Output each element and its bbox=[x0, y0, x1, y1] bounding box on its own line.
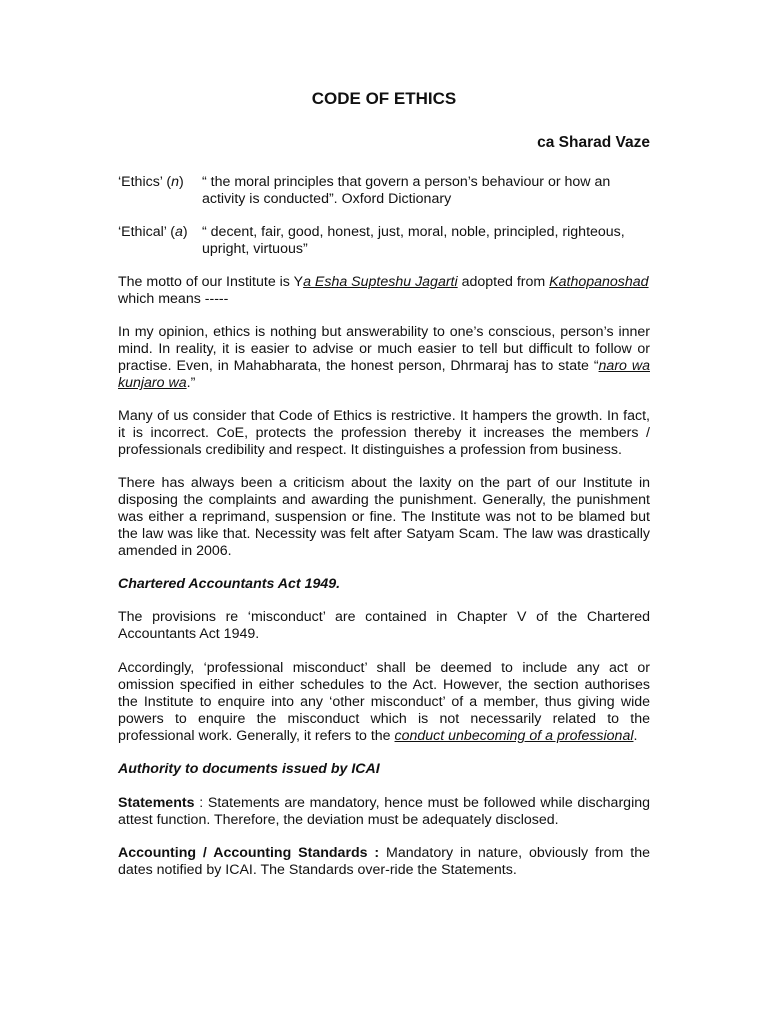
section-heading-act: Chartered Accountants Act 1949. bbox=[118, 576, 341, 592]
statements-paragraph: Statements : Statements are mandatory, hence must be followed while discharging attest function. Therefore, the deviation must be adequately disclosed. bbox=[118, 795, 650, 828]
opinion-paragraph: In my opinion, ethics is nothing but answerability to one’s conscious, person’s inner mind. In reality, it is easier to advise or much easier to tell but difficult to follow or practise. Even, in Mahabharata, the honest person, Dhrmaraj has to state “naro wa kunjaro wa.” bbox=[118, 324, 650, 391]
statements-label: Statements bbox=[118, 795, 195, 811]
standards-label: Accounting / Accounting Standards : bbox=[118, 845, 380, 861]
definition-text: “ the moral principles that govern a person’s behaviour or how an activity is conducted”. Oxford Dictionary bbox=[202, 174, 611, 207]
provisions-paragraph: The provisions re ‘misconduct’ are contained in Chapter V of the Chartered Accountants Act 1949. bbox=[118, 609, 650, 642]
standards-paragraph: Accounting / Accounting Standards : Mandatory in nature, obviously from the dates notified by ICAI. The Standards over-ride the Statements. bbox=[118, 845, 650, 878]
definition-ethics bbox=[118, 174, 650, 208]
definition-term: ‘Ethical’ (a) bbox=[118, 224, 188, 240]
conduct-phrase: conduct unbecoming of a professional bbox=[394, 728, 634, 744]
criticism-paragraph: There has always been a criticism about the laxity on the part of our Institute in disposing the complaints and awarding the punishment. Generally, the punishment was either a reprimand, suspension or fine. The Institute was not to be blamed but the law was like that. Necessity was felt after Satyam Scam. The law was drastically amended in 2006. bbox=[118, 475, 650, 559]
motto-paragraph: The motto of our Institute is Ya Esha Supteshu Jagarti adopted from Kathopanoshad which means ----- bbox=[118, 274, 649, 307]
motto-source: Kathopanoshad bbox=[549, 274, 649, 290]
definition-ethical bbox=[118, 224, 650, 258]
definition-term: ‘Ethics’ (n) bbox=[118, 174, 184, 190]
restrictive-paragraph: Many of us consider that Code of Ethics is restrictive. It hampers the growth. In fact, it is incorrect. CoE, protects the profession thereby it increases the members / professionals credibility and respect. It distinguishes a profession from business. bbox=[118, 408, 650, 458]
quote-phrase: naro wa kunjaro wa bbox=[118, 358, 650, 391]
definition-text: “ decent, fair, good, honest, just, moral, noble, principled, righteous, upright, virtuous” bbox=[202, 224, 625, 257]
motto-phrase: a Esha Supteshu Jagarti bbox=[303, 274, 458, 290]
page-title: CODE OF ETHICS bbox=[311, 89, 457, 108]
author-name: ca Sharad Vaze bbox=[537, 134, 650, 151]
misconduct-paragraph: Accordingly, ‘professional misconduct’ shall be deemed to include any act or omission specified in either schedules to the Act. However, the section authorises the Institute to enquire into any ‘other misconduct’ of a member, thus giving wide powers to enquire the misconduct which is not necessarily related to the professional work. Generally, it refers to the conduct unbecoming of a professional. bbox=[118, 660, 650, 744]
section-heading-authority: Authority to documents issued by ICAI bbox=[118, 761, 380, 777]
